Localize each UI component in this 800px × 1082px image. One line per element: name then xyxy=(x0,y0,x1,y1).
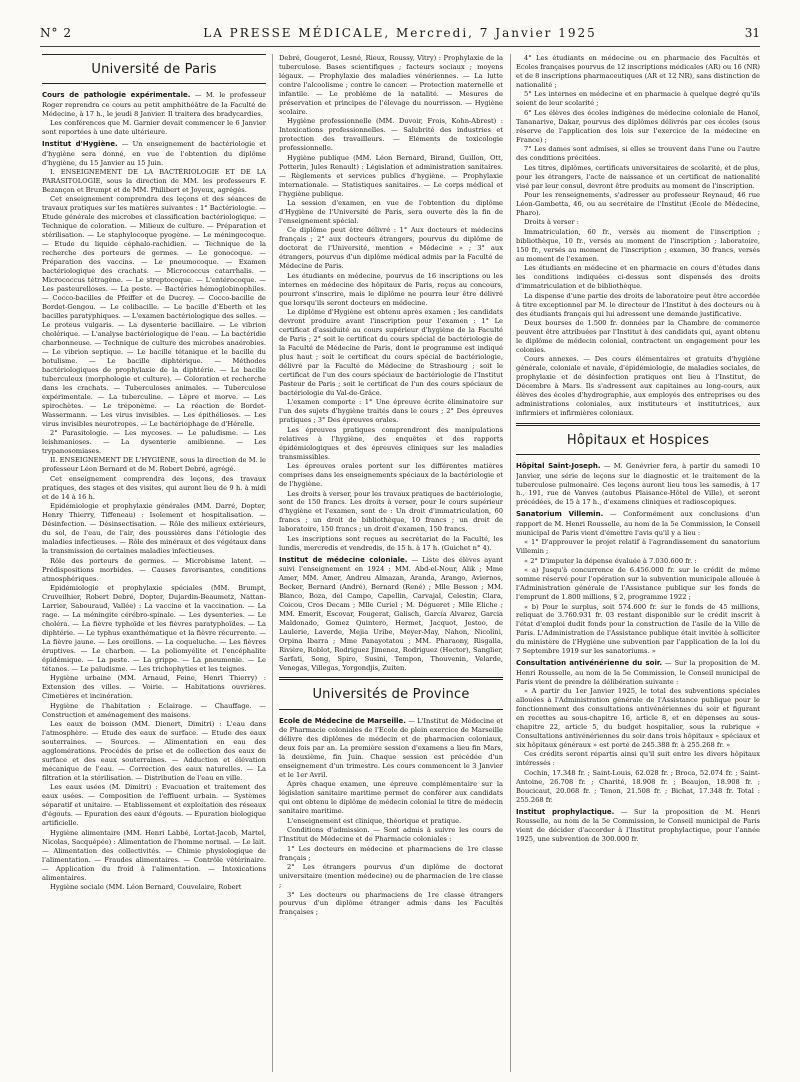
paragraph: « A partir du 1er Janvier 1925, le total des subventions spéciales allouées à l'Administration générale de l'Assistance publique pour le fonctionnement des consultations antivénériennes du soir et figurant en recettes au sous-chapitre 16, article 8, et en dépenses au sous-chapitre 22, article 5, du budget hospitalier, sous la rubrique « Consultations antivénériennes du soir dans trois hôpitaux » spéciaux et six hôpitaux généraux » est porté de 245.388 fr. à 255.268 fr. » xyxy=(516,687,760,749)
article-hygiene xyxy=(42,140,266,167)
paragraph: Les étudiants en médecine, pourvus de 16 inscriptions ou les internes en médecine des hôpitaux de Paris, reçus au concours, pourront s'inscrire, mais le diplôme ne pourra leur être délivré que lorsqu'ils seront docteurs en médecine. xyxy=(279,271,503,307)
article-text: — Sur la proposition de M. Henri Rousselle, au nom de la 5e Commission, le Conseil municipal de Paris vient de prendre la délibération suivante : xyxy=(516,659,760,686)
article-saint-joseph xyxy=(516,462,760,507)
section-header-hopitaux xyxy=(516,423,760,455)
article-heading: Cours de pathologie expérimentale. xyxy=(42,91,191,100)
paragraph: « 2° D'imputer la dépense évaluée à 7.030.600 fr. : xyxy=(524,556,697,565)
paragraph: Deux bourses de 1.500 fr. données par la Chambre de commerce peuvent être attribuées par l'Institut à des candidats qui, ayant obtenu le diplôme de médecin colonial, contractent un engagement pour les colonies. xyxy=(516,319,760,354)
paragraph: Cet enseignement comprendra des leçons et des séances de travaux pratiques sur les matières suivantes : 1° Bactériologie. — Etude générale des microbes et classification bactériologique. — Technique de coloration. — Milieux de culture. — Préparation et stérilisation. — Le staphylocoque pyogène. — Le méningocoque. — Etude du liquide céphalo-rachidien. — Technique de la recherche des porteurs de germes. — Le gonocoque. — Préparation des vaccins. — Le pneumocoque. — Examen bactériologique des crachats. — Micrococcus catarrhalis. — Micrococcus tétragène. — Le streptocoque. — L'entérocoque. — Les pasteurelloses. — La peste. — Bactéries hémoglobinophiles. — Cocco-bacilles de Pfeiffer et de Ducrey. — Cocco-bacille de Bordet-Gengou. — Le colibacille. — Le bacille d'Eberth et les bacilles paratyphiques. — L'examen bactériologique des selles. — Le proteus vulgaris. — La dysenterie bacillaire. — Le vibrion cholérique. — L'analyse bactériologique de l'eau. — La bactéridie charbonneuse. — Technique de culture des microbes anaérobies. — Le vibrion septique. — Le bacille tétanique et le bacille du botulisme. — Le bacille diphtérique. — Méthodes bactériologiques de prophylaxie de la diphtérie. — Le bacille tuberculeux (morphologie et culture). — Coloration et recherche dans les crachats. — Tuberculoses animales. — Tuberculose expérimentale. — La tuberculine. — Lèpre et morve. — Les spirochètes. — Le tréponème. — La réaction de Bordet-Wassermann. — Les virus invisibles. — Les épithélioses. — Les virus invisibles neurotropes. — Le bactériophage de d'Hérelle. xyxy=(42,195,266,428)
article-text: — Liste des élèves ayant suivi l'enseignement en 1924 : MM. Abd-el-Nour, Alik ; Mme Amer, MM. Amer, Andreu Almazan, Aranda, Arango, Aviernos, Becker, Bernard (André), Bernard (René) ; Mlle Besson ; MM. Blanco, Boza, del Campo, Capellin, Carvajal, Celestin, Clara, Coicou, Cros Decam ; Mlle Curiel ; M. Dégueret ; Mlle Eliche ; MM. Emerit, Escovar, Fougerat, Galisch, García Alvarez, Garcia Maldonado, Gomez Quintero, Hermet, Jacquot, Jestoo, de Laulerie, Laverde, Mejia Uribe, Meyer-May, Nahon, Nicolini, Orpina Ibarra ; Mme Panayotatou ; MM. Pharaony, Risgalla, Rivière, Roblot, Rodriguez Jimenez, Rodriguez (Hector), Sanglier, Sarfati, Song, Spiro, Susini, Tempon, Thouvenin, Velarde, Venegas, Villegas, Yorgondjis, Zuiten. xyxy=(279,555,503,672)
page-header xyxy=(40,26,760,48)
paragraph: Les droits à verser, pour les travaux pratiques de bactériologie, sont de 150 francs. Les droits à verser, pour le cours supérieur d'hygiène et l'examen, sont de : Un droit d'immatriculation, 60 francs ; un droit de bibliothèque, 10 francs ; un droit de laboratoire, 150 francs ; un droit d'examen, 150 francs. xyxy=(279,489,503,534)
paragraph: Hygiène de l'habitation : Eclairage. — Chauffage. — Construction et aménagement des maisons. xyxy=(42,701,266,719)
paragraph: Les étudiants en médecine et en pharmacie en cours d'études dans les conditions indiquées ci-dessus sont dispensés des droits d'immatriculation et de bibliothèque. xyxy=(516,264,760,291)
paragraph: 2° Parasitologie. — Les mycoses. — Le paludisme. — Les leishmanioses. — La dysenterie amibienne. — Les trypanosomiases. xyxy=(42,429,266,455)
paragraph: « a) Jusqu'à concurrence de 6.456.000 fr. sur le crédit de même somme réservé pour l'opération sur la subvention municipale allouée à l'Administration générale de l'Assistance publique sur les fonds de l'emprunt de 1.800 millions, § 2, programme 1922 ; xyxy=(516,566,760,602)
article-text: — Sur la proposition de M. Henri Rousselle, au nom de la 5e Commission, le Conseil municipal de Paris vient de décider d'accorder à l'Institut prophylactique, pour l'année 1925, une subvention de 300.000 fr. xyxy=(516,807,760,844)
column-3 xyxy=(516,54,760,1076)
column-rule-1 xyxy=(272,54,273,1072)
section-title-hopitaux: Hôpitaux et Hospices xyxy=(566,432,710,448)
paragraph: II. ENSEIGNEMENT DE L'HYGIÈNE, sous la direction de M. le professeur Léon Bernard et de M. Robert Debré, agrégé. xyxy=(42,456,266,474)
paragraph: Ces crédits seront répartis ainsi qu'il suit entre les divers hôpitaux intéressés : xyxy=(516,750,760,768)
article-prophylactique xyxy=(516,808,760,844)
section-header-province xyxy=(279,677,503,709)
paragraph: L'examen comporte : 1° Une épreuve écrite éliminatoire sur l'un des sujets d'hygiène traités dans le cours ; 2° Des épreuves pratiques ; 3° Des épreuves orales. xyxy=(279,398,503,425)
paragraph: Debré, Gougerot, Lesné, Rieux, Roussy, Vitry) : Prophylaxie de la tuberculose. Bases scientifiques ; facteurs sociaux ; moyens légaux. — Prophylaxie des maladies vénériennes. — La lutte contre l'alcoolisme ; contre le cancer. — Protection maternelle et infantile. — Le problème de la natalité. — Mesures de préservation et principes de l'élevage du nourrisson. — Hygiène scolaire. xyxy=(279,54,503,116)
article-text: — M. le professeur Roger reprendra ce cours au petit amphithéâtre de la Faculté de Médecine, à 17 h., le jeudi 8 Janvier. Il traitera des bradycardies. xyxy=(42,91,266,118)
article-heading: Ecole de Médecine de Marseille. xyxy=(279,716,406,725)
paragraph: Ce diplôme peut être délivré : 1° Aux docteurs et médecins français ; 2° aux docteurs étrangers, pourvus du diplôme de doctorat de l'Université, mention « Médecine » ; 3° aux étrangers, pourvus d'un diplôme médical admis par la Faculté de Médecine de Paris. xyxy=(279,226,503,271)
paragraph: Cours annexes. — Des cours élémentaires et gratuits d'hygiène générale, coloniale et navale, d'épidémiologie, de maladies sociales, de prophylaxie et de désinfection pratiques ont lieu à l'Institut, de Décembre à Mars. Ils s'adressent aux capitaines au long-cours, aux élèves des écoles d'hydrographie, aux employés des entreprises ou des administrations coloniales, aux instituteurs et institutrices, aux infirmiers et infirmières coloniaux. xyxy=(516,355,760,418)
article-heading: Sanatorium Villemin. xyxy=(516,510,604,519)
paragraph: Hygiène professionnelle (MM. Duvoir, Frois, Kohn-Abrest) : Intoxications professionnelles. — Salubrité des industries et protection des travailleurs. — Eléments de toxicologie professionnelle. xyxy=(279,117,503,153)
column-2 xyxy=(279,54,503,1076)
paragraph: Les inscriptions sont reçues au secrétariat de la Faculté, les lundis, mercredis et vendredis, de 15 h. à 17 h. (Guichet n° 4). xyxy=(279,534,503,552)
paragraph: Les eaux usées (M. Dimitri) : Evacuation et traitement des eaux usées. — Composition de l'effluent urbain. — Systèmes séparatif et unitaire. — Etablissement et exploitation des réseaux d'égouts. — Epuration des eaux d'égouts. — Epuration biologique artificielle. xyxy=(42,783,266,828)
section-header-paris xyxy=(42,54,266,84)
paragraph: 3° Les docteurs ou pharmaciens de 1re classe étrangers pourvus d'un diplôme étranger admis dans les Facultés françaises ; xyxy=(279,890,503,917)
page-number: 31 xyxy=(744,26,760,40)
article-heading: Hôpital Saint-Joseph. xyxy=(516,462,601,471)
section-title-province: Universités de Province xyxy=(312,687,470,703)
paragraph: Les eaux de boisson (MM. Dienert, Dimitri) : L'eau dans l'atmosphère. — Etude des eaux de surface. — Etude des eaux souterraines. — Sources. — Alimentation en eau des agglomérations. Procédés de prise et de collection des eaux de surface et des eaux souterraines. — Adduction et élévation mécanique de l'eau. — Correction des eaux naturelles. — La filtration et la stérilisation. — Distribution de l'eau en ville. xyxy=(42,720,266,782)
paragraph: Les titres, diplômes, certificats universitaires de scolarité, et de plus, pour les étrangers, l'acte de naissance et un certificat de nationalité visé par leur consul, devront être produits au moment de l'inscription. xyxy=(516,163,760,190)
paragraph: La dispense d'une partie des droits de laboratoire peut être accordée à titre exceptionnel par M. le directeur de l'Institut à des docteurs ou à des étudiants français qui lui adressent une demande justificative. xyxy=(516,291,760,318)
issue-number: N° 2 xyxy=(40,26,72,40)
article-heading: Institut de médecine coloniale. xyxy=(279,555,408,564)
paragraph: Cochin, 17.348 fr. ; Saint-Louis, 62.028 fr. ; Broca, 52.074 fr. ; Saint-Antoine, 26.708 fr. ; Charité, 18.908 fr. ; Beaujon, 18.908 fr. ; Boucicaut, 20.068 fr. ; Tenon, 21.508 fr. ; Bichat, 17.348 fr. Total : 255.268 fr. xyxy=(516,768,760,804)
section-title-paris: Université de Paris xyxy=(91,62,217,77)
article-text: — Conformément aux conclusions d'un rapport de M. Henri Rousselle, au nom de la 5e Commission, le Conseil municipal de Paris vient d'émettre l'avis qu'il y a lieu : xyxy=(516,510,760,537)
paragraph: « 1° D'approuver le projet relatif à l'agrandissement du sanatorium Villemin ; xyxy=(516,538,760,556)
masthead-line: LA PRESSE MÉDICALE, Mercredi, 7 Janvier 1925 xyxy=(203,26,597,40)
paragraph: Pour les renseignements, s'adresser au professeur Reynaud, 46 rue Léon-Gambetta, 46, ou au secrétaire de l'Institut (Ecole de Médecine, Pharo). xyxy=(516,191,760,217)
paragraph: 1° Les docteurs en médecine et pharmaciens de 1re classe français ; xyxy=(279,844,503,862)
article-text: — M. Genévrier fera, à partir du samedi 10 Janvier, une série de leçons sur le diagnostic et le traitement de la tuberculose pulmonaire. Ces leçons auront lieu tous les samedis, à 17 h., 191, rue de Vanves (autobus Plaisance-Hôtel de Ville), et seront précédées, de 15 à 17 h., d'examens cliniques et radioscopiques. xyxy=(516,462,760,507)
article-heading: Institut prophylactique. xyxy=(516,807,615,816)
paragraph: Après chaque examen, une épreuve complémentaire sur la législation sanitaire maritime permet de conférer aux candidats qui ont obtenu le diplôme de médecin colonial le titre de médecin sanitaire maritime. xyxy=(279,780,503,816)
paragraph: 2° Les étrangers pourvus d'un diplôme de doctorat universitaire (mention médecine) ou de pharmacien de 1re classe ; xyxy=(279,863,503,890)
article-villemin xyxy=(516,510,760,537)
paragraph: Le diplôme d'Hygiène est obtenu après examen ; les candidats devront produire avant l'inscription pour l'examen : 1° Le certificat d'assiduité au cours supérieur d'hygiène de la Faculté de Paris ; 2° soit le certificat du cours spécial de bactériologie de la Faculté de Médecine de Paris, dont le programme est indiqué plus haut ; soit le certificat du cours spécial de bactériologie, délivré par la Faculté de Médecine de Strasbourg ; soit le certificat de l'un des cours spéciaux de bactériologie de l'Institut Pasteur de Paris ; soit le certificat de l'un des cours spéciaux de bactériologie du Val-de-Grâce. xyxy=(279,308,503,397)
article-text: — Un enseignement de bactériologie et d'hygiène sera donné, en vue de l'obtention du diplôme d'hygiène, du 15 Janvier au 15 Juin. xyxy=(42,140,266,167)
paragraph: Hygiène sociale (MM. Léon Bernard, Couvelaire, Robert xyxy=(50,883,242,891)
header-rule xyxy=(40,46,760,47)
paragraph: Epidémiologie et prophylaxie générales (MM. Darré, Dopter, Henry Thierry, Tiffeneau) : Isolement et hospitalisation. — Désinfection. — Désinsectisation. — Rôle des milieux extérieurs, du sol, de l'eau, de l'air, des poussières dans l'étiologie des maladies infectieuses. — Rôle des minéraux et des végétaux dans la transmission de certaines maladies infectieuses. xyxy=(42,502,266,556)
article-heading: Consultation antivénérienne du soir. xyxy=(516,659,662,668)
article-text: — L'Institut de Médecine et de Pharmacie coloniales de l'Ecole de plein exercice de Marseille délivre des diplômes de médecin et de pharmacien coloniaux, deux fois par an. La première session d'examens a lieu fin Mars, la deuxième, fin Juin. Chaque session est précédée d'un enseignement d'un trimestre. Les cours commencent le 3 Janvier et le 1er Avril. xyxy=(279,716,503,779)
paragraph: Hygiène urbaine (MM. Arnaud, Feine, Henri Thierry) : Extension des villes. — Voirie. — Habitations ouvrières. Cimetières et incinération. xyxy=(42,674,266,701)
paragraph: 5° Les internes en médecine et en pharmacie à quelque degré qu'ils soient de leur scolarité ; xyxy=(516,90,760,108)
paragraph: Epidémiologie et prophylaxie spéciales (MM. Brumpt, Cruveilhier, Robert Debré, Dopter, Dujardin-Beaumetz, Nattan-Larrier, Sabouraud, Vallée) : La vaccine et la vaccination. — La rage. — La méningite cérébro-spinale. — Les dysenteries. — Le choléra. — La fièvre typhoïde et les fièvres paratyphoïdes. — La diphtérie. — Le typhus exanthématique et la fièvre récurrente. — La fièvre jaune. — Les oreillons. — La coqueluche. — Les fièvres éruptives. — Le charbon. — La poliomyélite et l'encéphalite épidémique. — La peste. — La grippe. — La pneumonie. — Le tétanos. — Le paludisme. — Les trichophyties et les teignes. xyxy=(42,584,266,673)
paragraph: Cet enseignement comprendra des leçons, des travaux pratiques, des stages et des visites, qui auront lieu de 9 h. à midi et de 14 à 16 h. xyxy=(42,474,266,501)
paragraph: Hygiène publique (MM. Léon Bernard, Birand, Guillon, Ott, Potterin, Jules Renault) : Législation et administration sanitaires. — Règlements et services publics d'hygiène. — Prophylaxie internationale. — Statistiques sanitaires. — Le corps médical et l'hygiène publique. xyxy=(279,153,503,198)
paragraph: « b) Pour le surplus, soit 574.600 fr. sur le fonds de 45 millions, reliquat de 3.760.931 fr. 03 restant disponible sur le crédit inscrit à l'état d'emploi dudit fonds pour la construction de l'asile de la Ville de Paris. L'Administration de l'Assistance publique était invitée à solliciter du ministère de l'Hygiène une subvention par l'application de la loi du 7 Septembre 1919 sur les sanatoriums. » xyxy=(516,602,760,656)
paragraph: Immatriculation, 60 fr., versés au moment de l'inscription ; bibliothèque, 10 fr., versés au moment de l'inscription ; laboratoire, 150 fr., versés au moment de l'inscription ; examen, 30 francs, versés au moment de l'examen. xyxy=(516,227,760,263)
paragraph: Les conférences que M. Garnier devait commencer le 6 Janvier sont reportées à une date ultérieure. xyxy=(42,119,266,137)
paragraph: Droits à verser : xyxy=(524,218,579,227)
paragraph: Les épreuves orales portent sur les différentes matières comprises dans les enseignements spéciaux de la bactériologie et de l'hygiène. xyxy=(279,462,503,489)
paragraph: I. ENSEIGNEMENT DE LA BACTÉRIOLOGIE ET DE LA PARASITOLOGIE, sous la direction de MM. les professeurs F. Bezançon et Brumpt et de MM. Philibert et Joyeux, agrégés. xyxy=(42,167,266,194)
article-pathologie xyxy=(42,91,266,118)
paragraph: 4° Les étudiants en médecine ou en pharmacie des Facultés et Ecoles françaises pourvus de 12 inscriptions médicales (AR) ou 16 (NR) et de 8 inscriptions pharmaceutiques (AR et 12 NR), sans distinction de nationalité ; xyxy=(516,54,760,89)
article-marseille xyxy=(279,717,503,780)
column-1 xyxy=(42,54,266,1076)
paragraph: L'enseignement est clinique, théorique et pratique. xyxy=(287,816,462,825)
paragraph: Hygiène alimentaire (MM. Henri Labbé, Lortat-Jacob, Martel, Nicolas, Sacquépée) : Alimentation de l'homme normal. — Le lait. — Alimentation des collectivités. — Chimie physiologique de l'alimentation. — Fraudes alimentaires. — Contrôle vétérinaire. — Application du froid à l'alimentation. — Intoxications alimentaires. xyxy=(42,828,266,882)
paragraph: 7° Les dames sont admises, si elles se trouvent dans l'une ou l'autre des conditions précitées. xyxy=(516,145,760,163)
paragraph: Conditions d'admission. — Sont admis à suivre les cours de l'Institut de Médecine et de Pharmacie coloniales : xyxy=(279,826,503,844)
article-heading: Institut d'Hygiène. xyxy=(42,140,118,149)
column-rule-2 xyxy=(510,54,511,1072)
paragraph: Les épreuves pratiques comprendront des manipulations relatives à l'hygiène, des enquêtes et des rapports épidémiologiques et des épreuves cliniques sur les maladies transmissibles. xyxy=(279,425,503,461)
article-antivenerienne xyxy=(516,659,760,686)
paragraph: 6° Les élèves des écoles indigènes de médecine coloniale de Hanoï, Tananarive, Dakar, pourvus des diplômes délivrés par ces écoles (sous réserve de l'application des lois sur l'exercice de la médecine en France) ; xyxy=(516,108,760,144)
paragraph: La session d'examen, en vue de l'obtention du diplôme d'Hygiène de l'Université de Paris, sera ouverte dès la fin de l'enseignement spécial. xyxy=(279,199,503,225)
article-medecine-coloniale xyxy=(279,556,503,673)
paragraph: Rôle des porteurs de germes. — Microbisme latent. — Prédispositions morbides. — Causes favorisantes, conditions atmosphériques. xyxy=(42,556,266,583)
